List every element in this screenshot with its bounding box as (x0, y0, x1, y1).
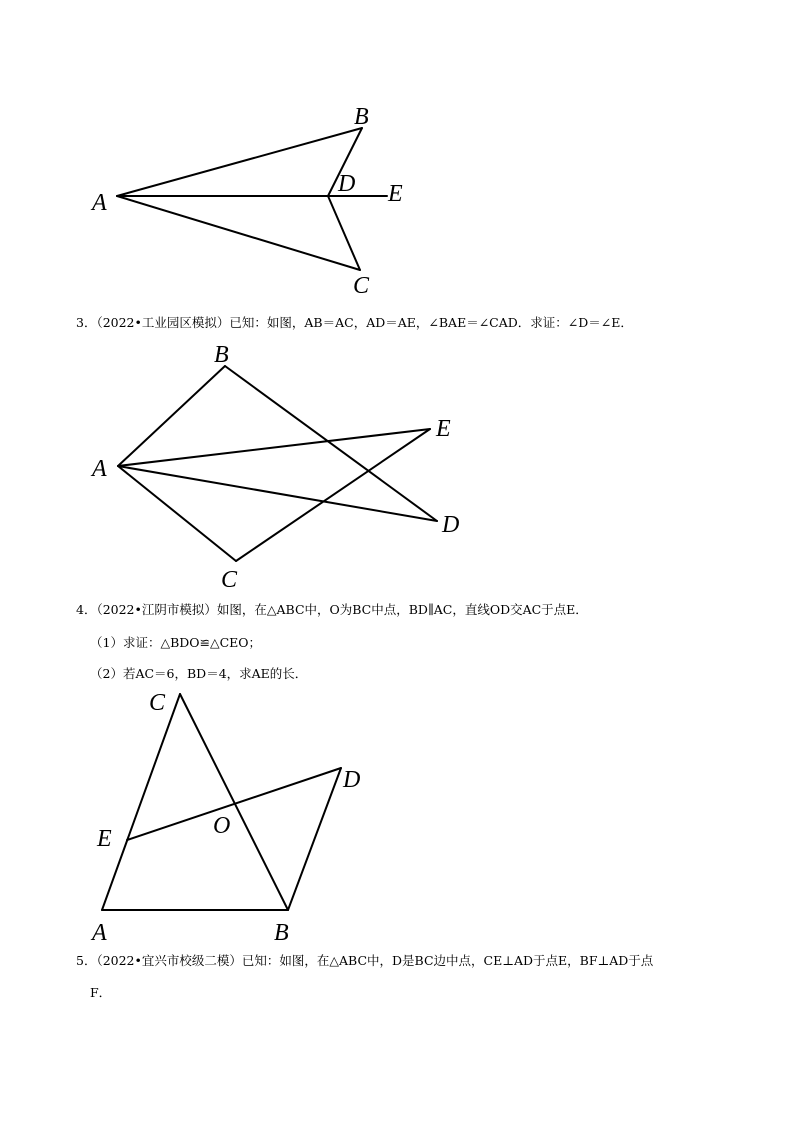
label-C: C (353, 273, 370, 299)
label-E: E (388, 181, 403, 207)
q5-source: （2022•宜兴市校级二模） (96, 953, 242, 968)
segment-CB (180, 694, 288, 910)
q4-number: 4． (76, 602, 97, 617)
q5-text: 已知：如图，在△ABC中，D是BC边中点，CE⊥AD于点E，BF⊥AD于点 (241, 953, 654, 968)
label-B: B (214, 342, 229, 368)
question-5-continuation: F． (90, 985, 112, 1000)
label-D: D (338, 171, 356, 197)
label-B: B (354, 104, 369, 130)
q3-number: 3． (76, 315, 97, 330)
label-C: C (221, 567, 238, 593)
label-A: A (92, 920, 107, 946)
q4-text: 如图，在△ABC中，O为BC中点，BD∥AC，直线OD交AC于点E． (216, 602, 588, 617)
segment-BD (288, 768, 341, 910)
q3-source: （2022•工业园区模拟） (96, 315, 230, 330)
label-B: B (274, 920, 289, 946)
question-4-part-2: （2）若AC＝6，BD＝4，求AE的长． (90, 666, 308, 681)
label-D: D (343, 767, 361, 793)
segment-ED (127, 768, 341, 840)
label-A: A (92, 456, 107, 482)
label-E: E (97, 826, 112, 852)
label-C: C (149, 690, 166, 716)
label-A: A (92, 190, 107, 216)
q4-source: （2022•江阴市模拟） (96, 602, 217, 617)
label-E: E (436, 416, 451, 442)
segment-AC (102, 694, 180, 910)
label-O: O (213, 813, 231, 839)
q3-text: 已知：如图，AB＝AC，AD＝AE，∠BAE＝∠CAD．求证：∠D＝∠E． (229, 315, 633, 330)
q5-number: 5． (76, 953, 97, 968)
label-D: D (442, 512, 460, 538)
question-5 (76, 952, 653, 970)
question-4-part-1: （1）求证：△BDO≌△CEO； (90, 635, 262, 650)
